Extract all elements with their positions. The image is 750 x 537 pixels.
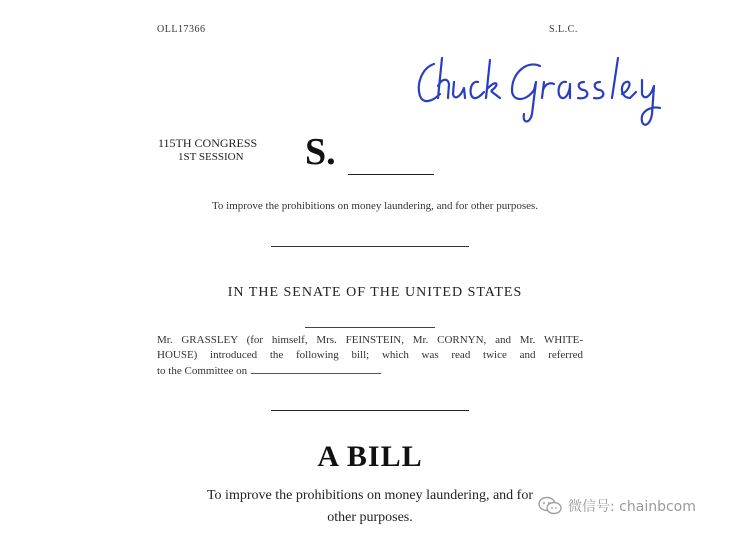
bill-number-blank (348, 174, 434, 175)
office-code: S.L.C. (549, 24, 578, 35)
bill-title: A BILL (317, 440, 423, 473)
congress-session (158, 136, 257, 164)
signature (408, 50, 668, 132)
purpose-long-line: other purposes. (327, 510, 413, 525)
purpose-long (170, 485, 570, 529)
wechat-icon (538, 496, 562, 516)
introduction-line: HOUSE) introduced the following bill; which was read twice and referred (157, 349, 583, 361)
divider-rule-bold (271, 410, 469, 411)
wechat-watermark (538, 496, 696, 516)
committee-label: to the Committee on (157, 365, 248, 377)
purpose-short: To improve the prohibitions on money laundering, and for other purposes. (211, 200, 539, 212)
purpose-long-line: To improve the prohibitions on money laundering, and for (206, 488, 533, 503)
committee-blank (251, 363, 381, 374)
introduction-paragraph (157, 333, 583, 379)
introduction-line: Mr. GRASSLEY (for himself, Mrs. FEINSTEIN, Mr. CORNYN, and Mr. WHITE- (157, 334, 583, 346)
divider-rule-short (305, 327, 435, 328)
watermark-text: 微信号: chainbcom (568, 499, 696, 515)
congress-label: 115TH CONGRESS (158, 136, 258, 150)
introduction-line (157, 363, 583, 379)
chamber-heading: IN THE SENATE OF THE UNITED STATES (227, 285, 523, 300)
document-id: OLL17366 (157, 24, 206, 35)
bill-designation: S. (305, 131, 336, 173)
divider-rule (271, 246, 469, 247)
session-label: 1ST SESSION (178, 151, 244, 163)
